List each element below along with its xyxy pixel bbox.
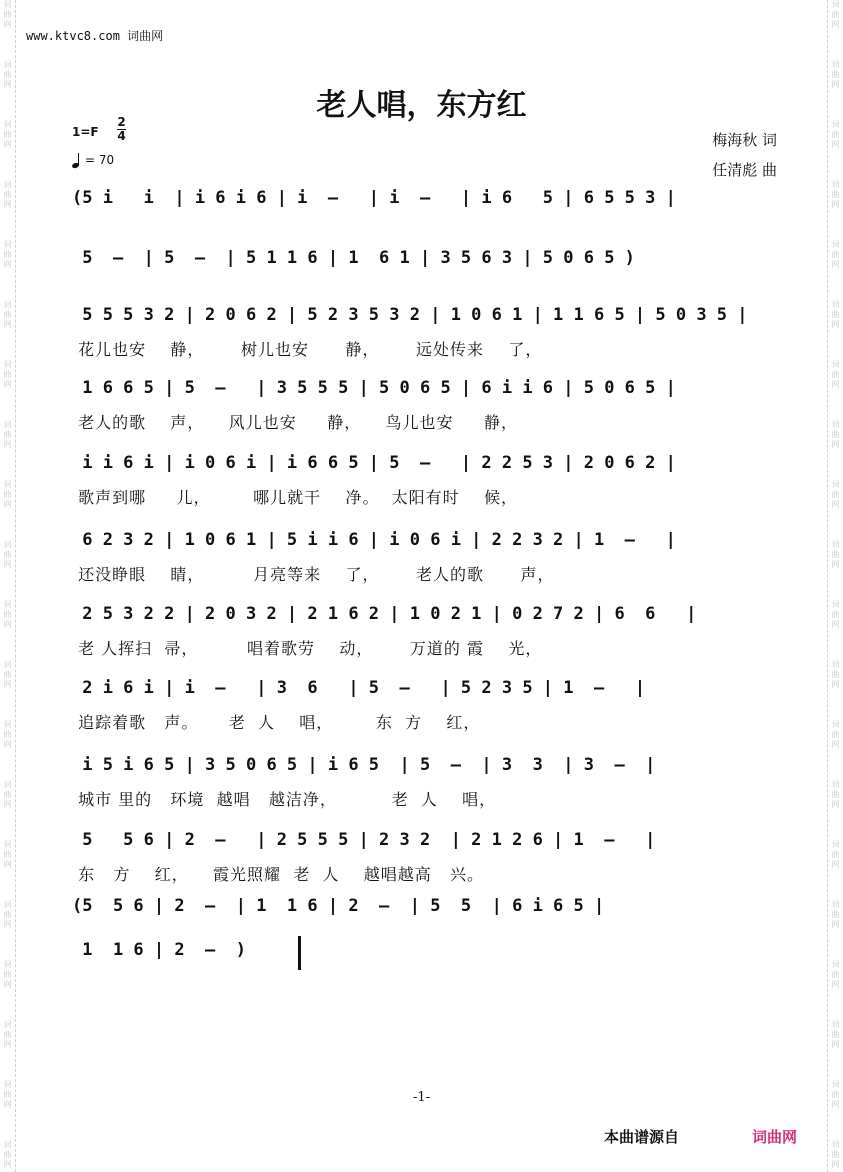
- watermark-text: 词曲网: [831, 720, 840, 749]
- watermark-text: 词曲网: [3, 180, 12, 209]
- right-watermark-strip: [827, 0, 843, 1172]
- watermark-text: 词曲网: [831, 900, 840, 929]
- notation-line: (5 5 6 | 2 – | 1 1 6 | 2 – | 5 5 | 6 i 6 5 |: [72, 896, 605, 916]
- notation-line: 2 i 6 i | i – | 3 6 | 5 – | 5 2 3 5 | 1 – |: [72, 678, 646, 698]
- watermark-text: 词曲网: [3, 1020, 12, 1049]
- left-watermark-strip: [0, 0, 16, 1172]
- notation-line: i i 6 i | i 0 6 i | i 6 6 5 | 5 – | 2 2 5 3 | 2 0 6 2 |: [72, 453, 676, 473]
- watermark-text: 词曲网: [831, 1140, 840, 1169]
- lyrics-line: 歌声到哪 儿， 哪儿就干 净。 太阳有时 候，: [72, 488, 518, 507]
- watermark-text: 词曲网: [3, 720, 12, 749]
- watermark-text: 词曲网: [831, 540, 840, 569]
- watermark-text: 词曲网: [3, 900, 12, 929]
- watermark-text: 词曲网: [831, 0, 840, 29]
- notation-line: 1 6 6 5 | 5 – | 3 5 5 5 | 5 0 6 5 | 6 i i 6 | 5 0 6 5 |: [72, 378, 676, 398]
- page-number: -1-: [412, 1090, 431, 1105]
- watermark-text: 词曲网: [3, 120, 12, 149]
- lyrics-line: 花儿也安 静， 树儿也安 静， 远处传来 了，: [72, 340, 543, 359]
- watermark-text: 词曲网: [831, 360, 840, 389]
- watermark-text: 词曲网: [831, 960, 840, 989]
- lyrics-line: 东 方 红， 霞光照耀 老 人 越唱越高 兴。: [72, 865, 484, 884]
- watermark-text: 词曲网: [3, 540, 12, 569]
- notation-line: (5 i i | i 6 i 6 | i – | i – | i 6 5 | 6 5 5 3 |: [72, 188, 676, 208]
- footer-brand-link[interactable]: 词曲网: [752, 1128, 798, 1146]
- lyrics-line: 老 人挥扫 帚， 唱着歌劳 动， 万道的 霞 光，: [72, 639, 543, 658]
- watermark-text: 词曲网: [831, 600, 840, 629]
- watermark-text: 词曲网: [3, 240, 12, 269]
- watermark-text: 词曲网: [3, 1080, 12, 1109]
- watermark-text: 词曲网: [831, 60, 840, 89]
- watermark-text: 词曲网: [831, 1020, 840, 1049]
- notation-line: 5 5 6 | 2 – | 2 5 5 5 | 2 3 2 | 2 1 2 6 | 1 – |: [72, 830, 656, 850]
- notation-line: 5 – | 5 – | 5 1 1 6 | 1 6 1 | 3 5 6 3 | 5 0 6 5 ): [72, 248, 635, 268]
- watermark-text: 词曲网: [831, 840, 840, 869]
- tempo-marking: [72, 152, 114, 168]
- watermark-text: 词曲网: [3, 1140, 12, 1169]
- watermark-text: 词曲网: [3, 780, 12, 809]
- credits: [712, 125, 777, 185]
- watermark-text: 词曲网: [831, 420, 840, 449]
- notation-line: 6 2 3 2 | 1 0 6 1 | 5 i i 6 | i 0 6 i | 2 2 3 2 | 1 – |: [72, 530, 676, 550]
- watermark-text: 词曲网: [831, 180, 840, 209]
- watermark-text: 词曲网: [3, 480, 12, 509]
- notation-line: 1 1 6 | 2 – ): [72, 940, 246, 960]
- watermark-text: 词曲网: [3, 960, 12, 989]
- notation-line: i 5 i 6 5 | 3 5 0 6 5 | i 6 5 | 5 – | 3 3 | 3 – |: [72, 755, 656, 775]
- lyrics-line: 追踪着歌 声。 老 人 唱， 东 方 红，: [72, 713, 481, 732]
- meter-bottom: 4: [117, 129, 126, 143]
- notation-line: 2 5 3 2 2 | 2 0 3 2 | 2 1 6 2 | 1 0 2 1 | 0 2 7 2 | 6 6 |: [72, 604, 697, 624]
- watermark-text: 词曲网: [3, 360, 12, 389]
- lyrics-line: 城市 里的 环境 越唱 越洁净， 老 人 唱，: [72, 790, 497, 809]
- tempo-value: = 70: [85, 153, 115, 167]
- notation-line: 5 5 5 3 2 | 2 0 6 2 | 5 2 3 5 3 2 | 1 0 6 1 | 1 1 6 5 | 5 0 3 5 |: [72, 305, 748, 325]
- watermark-text: 词曲网: [831, 240, 840, 269]
- watermark-text: 词曲网: [831, 480, 840, 509]
- watermark-text: 词曲网: [831, 1080, 840, 1109]
- watermark-text: 词曲网: [3, 600, 12, 629]
- song-title: 老人唱，东方红: [316, 88, 527, 123]
- lyricist: 梅海秋 词: [712, 131, 777, 149]
- key-signature: 1=F: [72, 125, 99, 139]
- watermark-text: 词曲网: [3, 60, 12, 89]
- final-barline: [298, 936, 301, 970]
- composer: 任清彪 曲: [712, 161, 777, 179]
- watermark-text: 词曲网: [831, 120, 840, 149]
- footer-source-label: 本曲谱源自: [604, 1128, 680, 1146]
- lyrics-line: 还没睁眼 睛， 月亮等来 了， 老人的歌 声，: [72, 565, 555, 584]
- watermark-text: 词曲网: [3, 0, 12, 29]
- watermark-text: 词曲网: [3, 840, 12, 869]
- watermark-text: 词曲网: [3, 660, 12, 689]
- site-header: www.ktvc8.com 词曲网: [26, 29, 164, 43]
- quarter-note-icon: [72, 152, 82, 168]
- watermark-text: 词曲网: [3, 420, 12, 449]
- watermark-text: 词曲网: [831, 300, 840, 329]
- watermark-text: 词曲网: [3, 300, 12, 329]
- meter-top: 2: [117, 115, 126, 129]
- watermark-text: 词曲网: [831, 780, 840, 809]
- watermark-text: 词曲网: [831, 660, 840, 689]
- lyrics-line: 老人的歌 声， 风儿也安 静， 鸟儿也安 静，: [72, 413, 518, 432]
- time-signature: [117, 116, 126, 143]
